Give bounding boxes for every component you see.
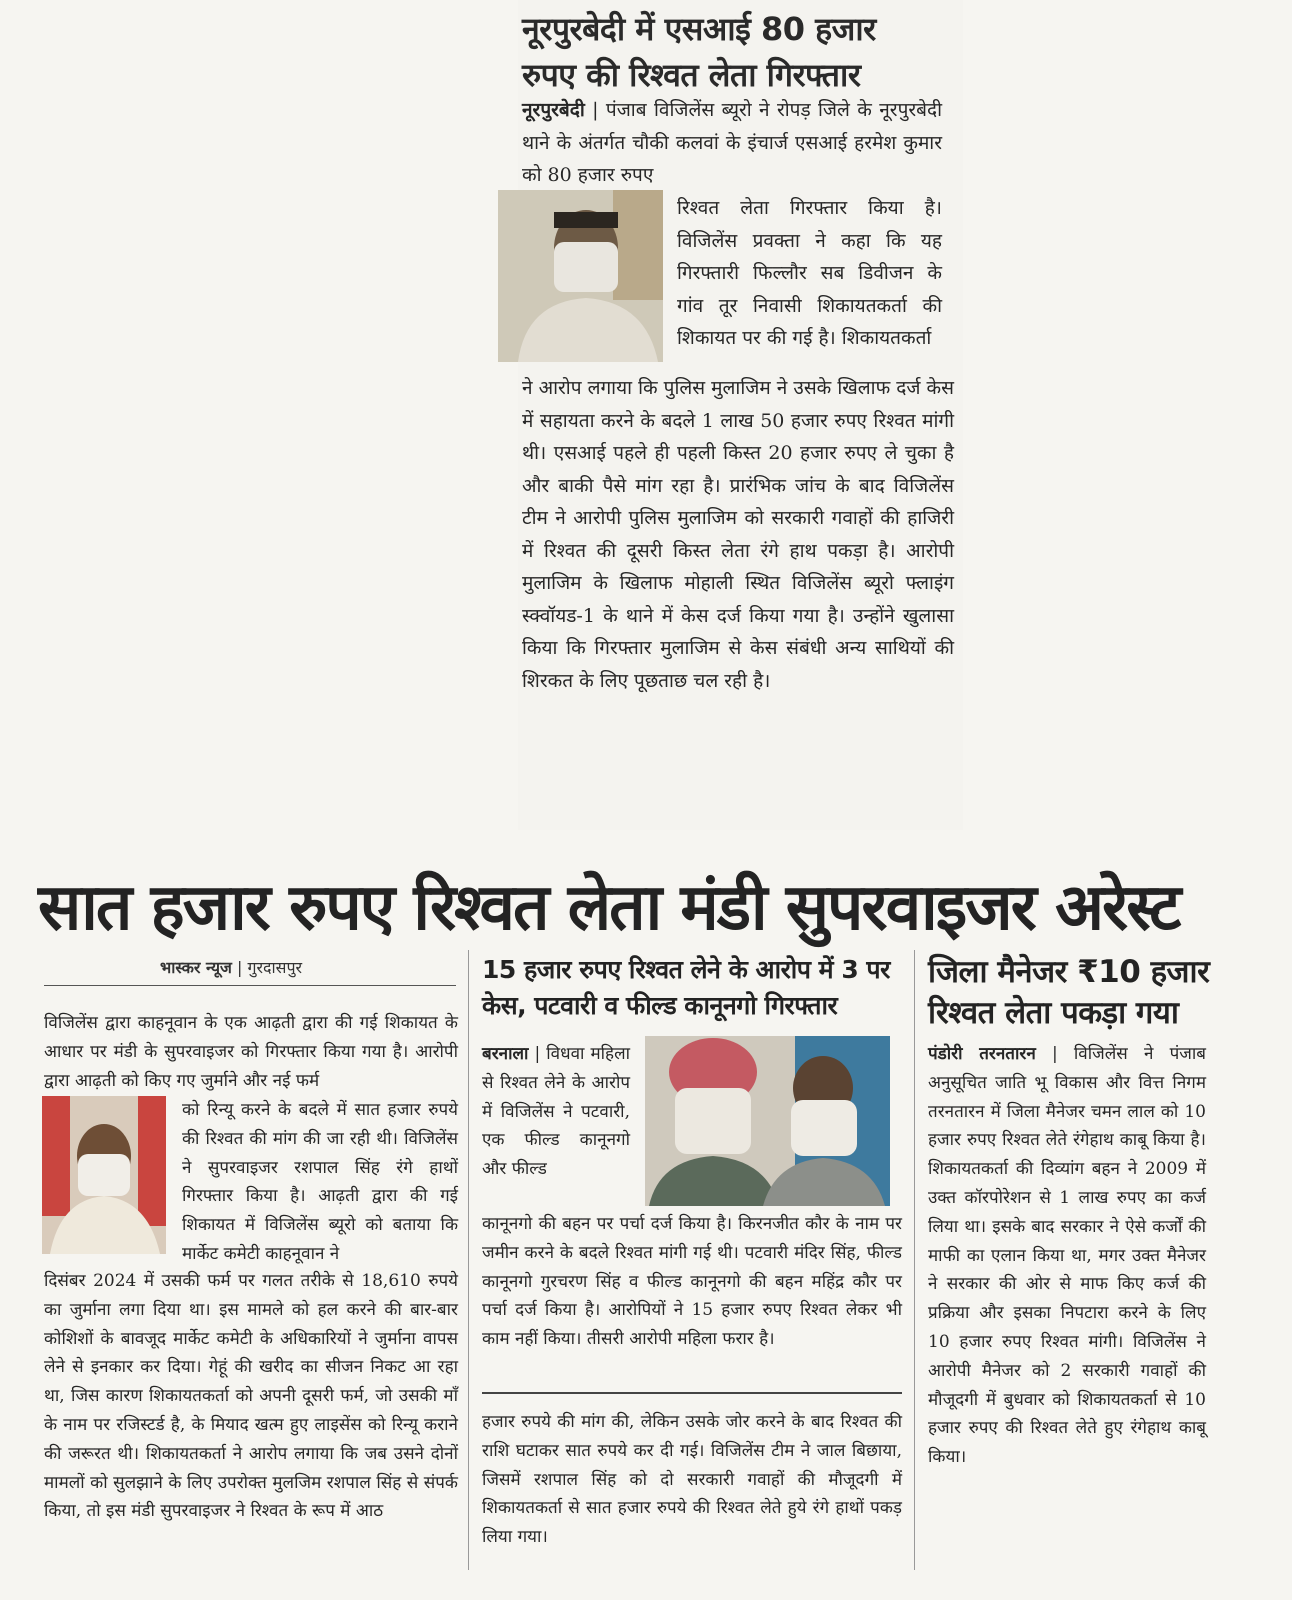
story2-continued-text: हजार रुपये की मांग की, लेकिन उसके जोर करने के बाद रिश्वत की राशि घटाकर सात रुपये कर दी गई। विजिलेंस टीम ने जाल बिछाया, जिसमें रशपाल सिंह को दो सरकारी गवाहों की मौजूदगी में शिकायतकर्ता से सात हजार रुपये की रिश्वत लेते हुये रंगे हाथों पकड़ लिया गया। <box>482 1412 902 1548</box>
story3-body-text: कानूनगो की बहन पर पर्चा दर्ज किया है। किरनजीत कौर के नाम पर जमीन करने के बदले रिश्वत मांगी गई थी। पटवारी मंदिर सिंह, फील्ड कानूनगो गुरचरण सिंह व फील्ड कानूनगो की बहन महिंद्र कौर पर पर्चा दर्ज किया है। आरोपियों ने 15 हजार रुपए रिश्वत लेकर भी काम नहीं किया। तीसरी आरोपी महिला फरार है। <box>482 1214 902 1350</box>
story1-body-text: ने आरोप लगाया कि पुलिस मुलाजिम ने उसके खिलाफ दर्ज केस में सहायता करने के बदले 1 लाख 50 हजार रुपए रिश्वत मांगी थी। एसआई पहले ही पहली किस्त 20 हजार रुपए ले चुका है और बाकी पैसे मांग रहा है। प्रारंभिक जांच के बाद विजिलेंस टीम ने आरोपी पुलिस मुलाजिम को सरकारी गवाहों की हाजिरी में रिश्वत की दूसरी किस्त लेता रंगे हाथ पकड़ा है। आरोपी मुलाजिम के खिलाफ मोहाली स्थित विजिलेंस ब्यूरो फ्लाइंग स्क्वॉयड-1 के थाने में केस दर्ज किया गया है। उन्होंने खुलासा किया कि गिरफ्तार मुलाजिम से केस संबंधी अन्य साथियों की शिरकत के लिए पूछताछ चल रही है। <box>522 377 954 692</box>
story2-lead-block <box>44 1009 458 1095</box>
story4-body-block: पंडोरी तरनतारन | विजिलेंस ने पंजाब अनुसूचित जाति भू विकास और वित्त निगम तरनतारन में जिला मैनेजर चमन लाल को 10 हजार रुपए रिश्वत लेते रंगेहाथ काबू किया है। शिकायतकर्ता की दिव्यांग बहन ने 2009 में उक्त कॉरपोरेशन से 1 लाख रुपए का कर्ज लिया था। इसके बाद सरकार ने ऐसे कर्जों की माफी का एलान किया था, मगर उक्त मैनेजर ने सरकार की ओर से माफ किए कर्ज की प्रक्रिया और इसका निपटारा करने के लिए 10 हजार रुपए रिश्वत मांगी। विजिलेंस ने आरोपी मैनेजर को 2 सरकारी गवाहों की मौजूदगी में बुधवार को शिकायतकर्ता से 10 हजार रुपए की रिश्वत लेते हुए रंगेहाथ काबू किया। <box>928 1044 1206 1468</box>
supervisor-image <box>42 1096 166 1254</box>
story3-headline: 15 हजार रुपए रिश्वत लेने के आरोप में 3 पर केस, पटवारी व फील्ड कानूनगो गिरफ्तार <box>482 955 890 1020</box>
story1-dateline: नूरपुरबेदी <box>522 99 585 121</box>
story2-byline-source: भास्कर न्यूज <box>160 958 232 977</box>
story3-dateline: बरनाला <box>482 1044 529 1064</box>
story1-photo <box>498 190 663 362</box>
story3-photo <box>645 1036 890 1206</box>
story3-end-rule <box>482 1392 902 1394</box>
story1-lead-block: नूरपुरबेदी | पंजाब विजिलेंस ब्यूरो ने रोपड़ जिले के नूरपुरबेदी थाने के अंतर्गत चौकी कलवां के इंचार्ज एसआई हरमेश कुमार को 80 हजार रुपए <box>522 99 942 186</box>
story3-wrap-text: विधवा महिला से रिश्वत लेने के आरोप में विजिलेंस ने पटवारी, एक फील्ड कानूनगो और फील्ड <box>482 1044 630 1180</box>
story2-wrap-text: को रिन्यू करने के बदले में सात हजार रुपये की रिश्वत की मांग की जा रही थी। विजिलेंस ने सुपरवाइजर रशपाल सिंह रंगे हाथों गिरफ्तार किया है। आढ़ती द्वारा की गई शिकायत में विजिलेंस ब्यूरो को बताया कि मार्केट कमेटी काहनूवान ने <box>182 1100 458 1264</box>
story2-byline: भास्कर न्यूज | गुरदासपुर <box>160 958 303 977</box>
story2-continued-block <box>482 1408 902 1552</box>
story2-byline-place: गुरदासपुर <box>247 958 303 977</box>
story2-lead-text: विजिलेंस द्वारा काहनूवान के एक आढ़ती द्वारा की गई शिकायत के आधार पर मंडी के सुपरवाइजर को गिरफ्तार किया गया है। आरोपी द्वारा आढ़ती को किए गए जुर्माने और नई फर्म <box>44 1013 458 1091</box>
story1-wrap-block <box>677 192 942 355</box>
story4-headline: जिला मैनेजर ₹10 हजार रिश्वत लेता पकड़ा गया <box>928 954 1210 1031</box>
story1-wrap-text: रिश्वत लेता गिरफ्तार किया है। विजिलेंस प्रवक्ता ने कहा कि यह गिरफ्तारी फिल्लौर सब डिवीजन के गांव तूर निवासी शिकायतकर्ता की शिकायत पर की गई है। शिकायतकर्ता <box>677 197 942 349</box>
accused-pair-image <box>645 1036 890 1206</box>
story2-headline: सात हजार रुपए रिश्वत लेता मंडी सुपरवाइजर अरेस्ट <box>38 871 1180 945</box>
story1-headline <box>522 6 962 98</box>
column-divider-left <box>468 950 469 1570</box>
story1-lead: पंजाब विजिलेंस ब्यूरो ने रोपड़ जिले के नूरपुरबेदी थाने के अंतर्गत चौकी कलवां के इंचार्ज एसआई हरमेश कुमार को 80 हजार रुपए <box>522 99 942 186</box>
story2-wrap-block <box>182 1096 458 1269</box>
story1-headline-line1: नूरपुरबेदी में एसआई 80 हजार <box>522 10 876 48</box>
story2-body-block <box>44 1267 458 1526</box>
column-divider-right <box>914 950 915 1570</box>
story3-wrap-block: बरनाला | विधवा महिला से रिश्वत लेने के आरोप में विजिलेंस ने पटवारी, एक फील्ड कानूनगो और फील्ड <box>482 1044 630 1180</box>
story3-body-block <box>482 1210 902 1354</box>
story4-dateline: पंडोरी तरनतारन <box>928 1044 1036 1064</box>
masked-man-image <box>498 190 663 362</box>
story2-byline-rule <box>44 985 456 986</box>
story1-headline-line2: रुपए की रिश्वत लेता गिरफ्तार <box>522 56 861 94</box>
story2-photo <box>42 1096 166 1254</box>
story4-body-text: विजिलेंस ने पंजाब अनुसूचित जाति भू विकास और वित्त निगम तरनतारन में जिला मैनेजर चमन लाल को 10 हजार रुपए रिश्वत लेते रंगेहाथ काबू किया है। शिकायतकर्ता की दिव्यांग बहन ने 2009 में उक्त कॉरपोरेशन से 1 लाख रुपए का कर्ज लिया था। इसके बाद सरकार ने ऐसे कर्जों की माफी का एलान किया था, मगर उक्त मैनेजर ने सरकार की ओर से माफ किए कर्ज की प्रक्रिया और इसका निपटारा करने के लिए 10 हजार रुपए रिश्वत मांगी। विजिलेंस ने आरोपी मैनेजर को 2 सरकारी गवाहों की मौजूदगी में बुधवार को शिकायतकर्ता से 10 हजार रुपए की रिश्वत लेते हुए रंगेहाथ काबू किया। <box>928 1044 1206 1468</box>
story2-body-text: दिसंबर 2024 में उसकी फर्म पर गलत तरीके से 18,610 रुपये का जुर्माना लगा दिया था। इस मामले को हल करने की बार-बार कोशिशों के बावजूद मार्केट कमेटी के अधिकारियों ने जुर्माना वापस लेने से इनकार कर दिया। गेहूं की खरीद का सीजन निकट आ रहा था, जिस कारण शिकायतकर्ता को अपनी दूसरी फर्म, जो उसकी माँ के नाम पर रजिस्टर्ड है, के मियाद खत्म हुए लाइसेंस को रिन्यू कराने की जरूरत थी। शिकायतकर्ता ने आरोप लगाया कि जब उसने दोनों मामलों को सुलझाने के लिए उपरोक्त मुलजिम रशपाल सिंह से संपर्क किया, तो इस मंडी सुपरवाइजर ने रिश्वत के रूप में आठ <box>44 1271 458 1522</box>
story1-body-block <box>522 372 954 697</box>
